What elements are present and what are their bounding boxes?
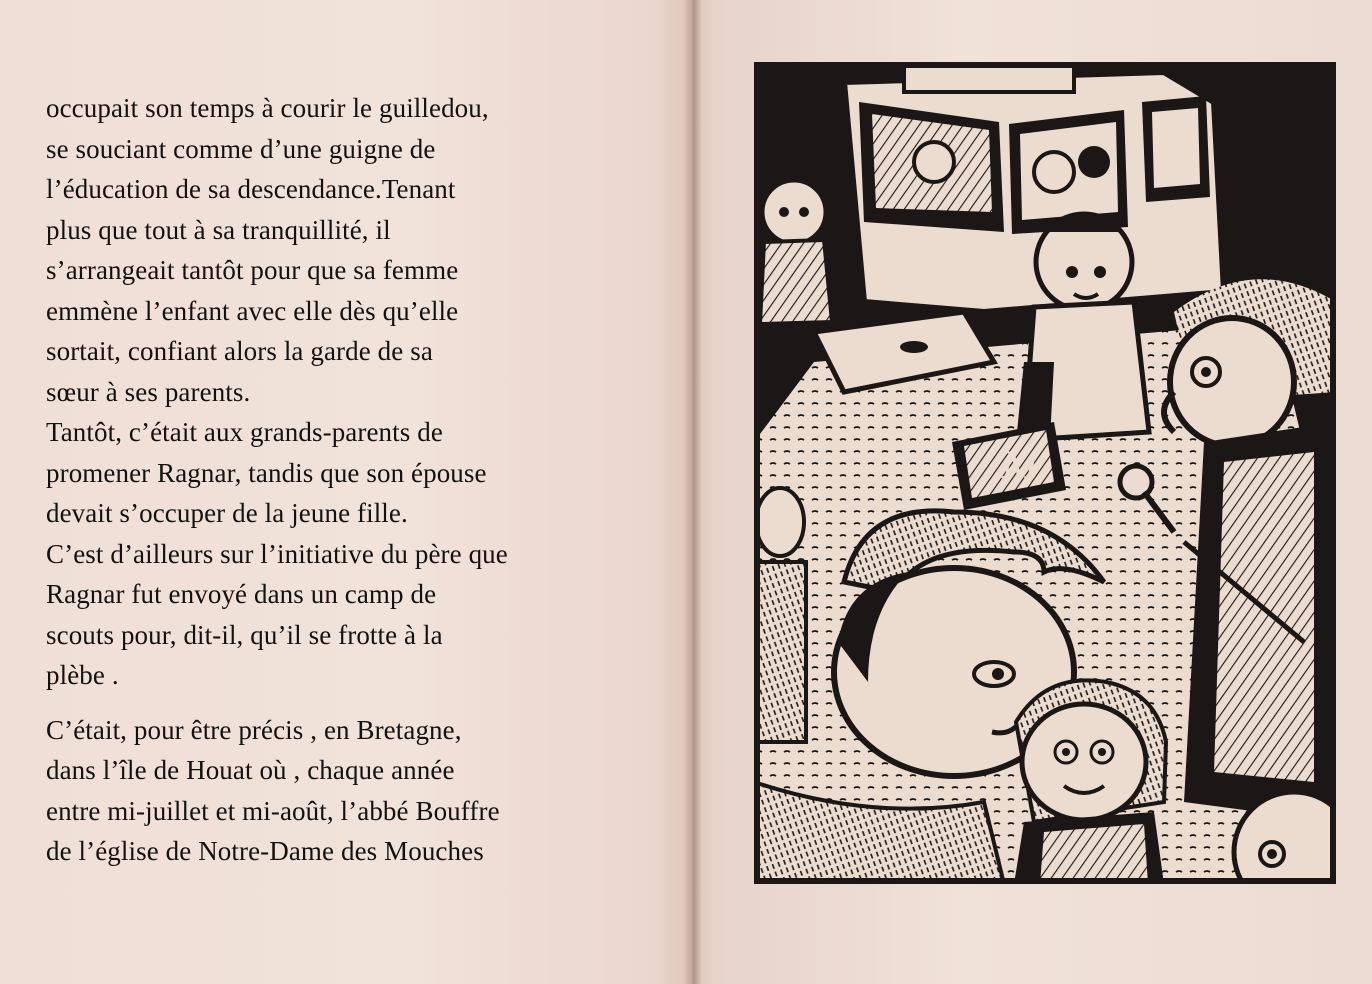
body-text <box>46 88 666 872</box>
text-line: s’arrangeait tantôt pour que sa femme <box>46 255 459 285</box>
linocut-illustration <box>754 62 1336 884</box>
text-line: devait s’occuper de la jeune fille. <box>46 498 408 528</box>
left-boy <box>760 180 832 324</box>
text-line: l’éducation de sa descendance.Tenant <box>46 174 456 204</box>
text-line: C’était, pour être précis , en Bretagne, <box>46 714 462 745</box>
text-line: emmène l’enfant avec elle dès qu’elle <box>46 295 459 326</box>
paragraph-2 <box>46 412 666 534</box>
right-page <box>692 0 1372 984</box>
little-girl <box>1014 680 1166 884</box>
text-line: occupait son temps à courir le guilledou, <box>46 93 489 123</box>
text-line: Tantôt, c’était aux grands-parents de <box>46 417 443 447</box>
suitcase-monogram: M <box>1002 446 1039 487</box>
text-line: sortait, confiant alors la garde de sa <box>46 336 433 366</box>
text-line: de l’église de Notre-Dame des Mouches <box>46 836 484 866</box>
text-line: entre mi-juillet et mi-août, l’abbé Bouffre <box>46 795 500 826</box>
illustration-art <box>754 62 1336 884</box>
text-line: plus que tout à sa tranquillité, il <box>46 214 391 245</box>
scout-boy <box>754 488 806 742</box>
text-line: se souciant comme d’une guigne de <box>46 133 436 164</box>
text-line: promener Ragnar, tandis que son épouse <box>46 457 487 488</box>
text-line: dans l’île de Houat où , chaque année <box>46 755 455 785</box>
text-line: Ragnar fut envoyé dans un camp de <box>46 579 437 609</box>
paragraph-1 <box>46 88 666 412</box>
text-line: C’est d’ailleurs sur l’initiative du père que <box>46 538 508 569</box>
paragraph-3 <box>46 534 666 696</box>
paragraph-4 <box>46 710 666 872</box>
text-line: plèbe . <box>46 660 119 690</box>
text-line: sœur à ses parents. <box>46 376 251 407</box>
text-line: scouts pour, dit-il, qu’il se frotte à la <box>46 619 443 650</box>
